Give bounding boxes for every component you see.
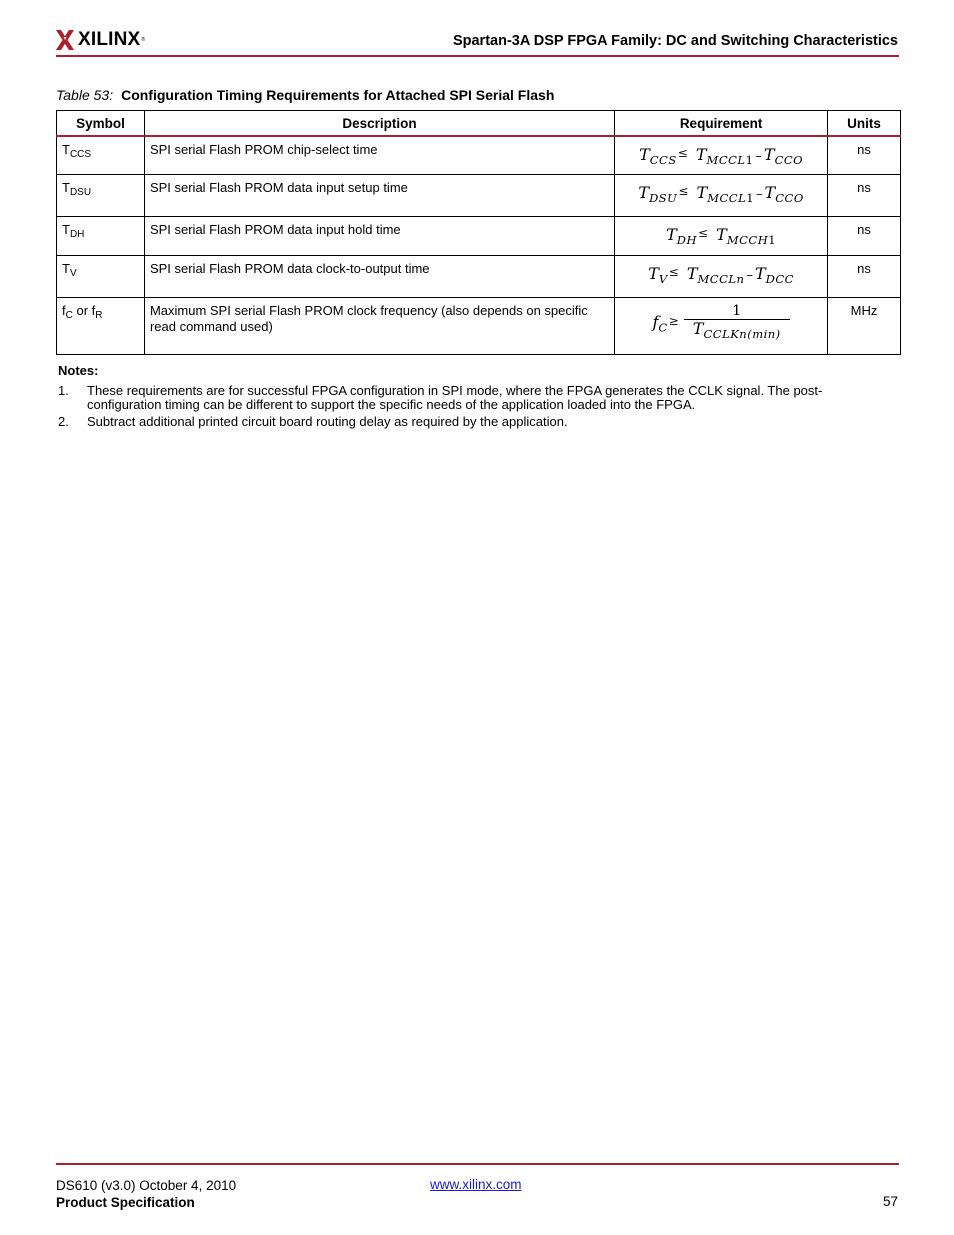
units-cell: ns xyxy=(828,217,901,256)
requirement-equation: $T_V\le T_{MCCLn} - T_{DCC}$ xyxy=(648,264,794,286)
table-row xyxy=(57,298,901,355)
footer-website-link[interactable]: www.xilinx.com xyxy=(430,1177,522,1192)
requirement-cell xyxy=(615,298,828,355)
col-units: Units xyxy=(828,111,901,137)
symbol-cell: $f_C$ or $f_R$ xyxy=(57,298,145,355)
table-row xyxy=(57,217,901,256)
requirement-equation: $f_C\ge$ $\frac{1}{T_{CCLKn(min)}}$ xyxy=(652,303,789,343)
units-cell: MHz xyxy=(828,298,901,355)
col-requirement: Requirement xyxy=(615,111,828,137)
units-cell: ns xyxy=(828,175,901,217)
symbol-cell: $T_V$ xyxy=(57,256,145,298)
units-cell: ns xyxy=(828,256,901,298)
requirement-cell xyxy=(615,217,828,256)
requirement-equation: $T_{DSU}\le T_{MCCL1} - T_{CCO}$ xyxy=(638,183,804,205)
units-cell: ns xyxy=(828,136,901,175)
requirement-cell xyxy=(615,175,828,217)
note-item: 1. These requirements are for successful FPGA configuration in SPI mode, where the FPGA generates the CCLK signal. The post-configuration timing can be different to support the specific needs of the application loaded into the FPGA. xyxy=(58,383,823,412)
table-row xyxy=(57,175,901,217)
requirement-cell xyxy=(615,136,828,175)
table-label: Table 53: xyxy=(56,87,114,103)
document-title: Spartan-3A DSP FPGA Family: DC and Switching Characteristics xyxy=(452,33,898,49)
description-cell: SPI serial Flash PROM data clock-to-output time xyxy=(144,256,614,298)
footer-doc-id: DS610 (v3.0) October 4, 2010 xyxy=(56,1178,237,1193)
requirement-equation: $T_{DH}\le T_{MCCH1}$ xyxy=(666,225,777,247)
symbol-cell: $T_{DH}$ xyxy=(57,217,145,256)
xilinx-logo xyxy=(56,29,145,51)
xilinx-logo-icon xyxy=(56,30,74,50)
logo-text: XILINX xyxy=(78,29,141,50)
col-symbol: Symbol xyxy=(57,111,145,137)
timing-table xyxy=(56,110,901,355)
fraction: $\frac{1}{T_{CCLKn(min)}}$ xyxy=(684,303,790,343)
footer-doc-info xyxy=(56,1177,236,1211)
requirement-equation: $T_{CCS}\le T_{MCCL1} - T_{CCO}$ xyxy=(639,145,804,167)
symbol-cell: $T_{CCS}$ xyxy=(57,136,145,175)
description-cell: SPI serial Flash PROM data input hold time xyxy=(144,217,614,256)
logo-mark: ® xyxy=(141,37,146,43)
note-item: 2. Subtract additional printed circuit board routing delay as required by the application. xyxy=(58,414,568,429)
description-cell: SPI serial Flash PROM data input setup time xyxy=(144,175,614,217)
notes-heading: Notes: xyxy=(58,363,99,378)
footer-rule xyxy=(56,1163,899,1165)
requirement-cell xyxy=(615,256,828,298)
table-row xyxy=(57,136,901,175)
table-title: Configuration Timing Requirements for Attached SPI Serial Flash xyxy=(121,87,555,103)
symbol-cell: $T_{DSU}$ xyxy=(57,175,145,217)
description-cell: Maximum SPI serial Flash PROM clock frequency (also depends on specific read command used) xyxy=(144,298,614,355)
table-header-row xyxy=(57,111,901,137)
col-description: Description xyxy=(144,111,614,137)
table-caption xyxy=(56,87,554,103)
footer-doc-type: Product Specification xyxy=(56,1195,195,1210)
page-number: 57 xyxy=(882,1194,898,1209)
table-row xyxy=(57,256,901,298)
header-rule xyxy=(56,55,899,57)
description-cell: SPI serial Flash PROM chip-select time xyxy=(144,136,614,175)
